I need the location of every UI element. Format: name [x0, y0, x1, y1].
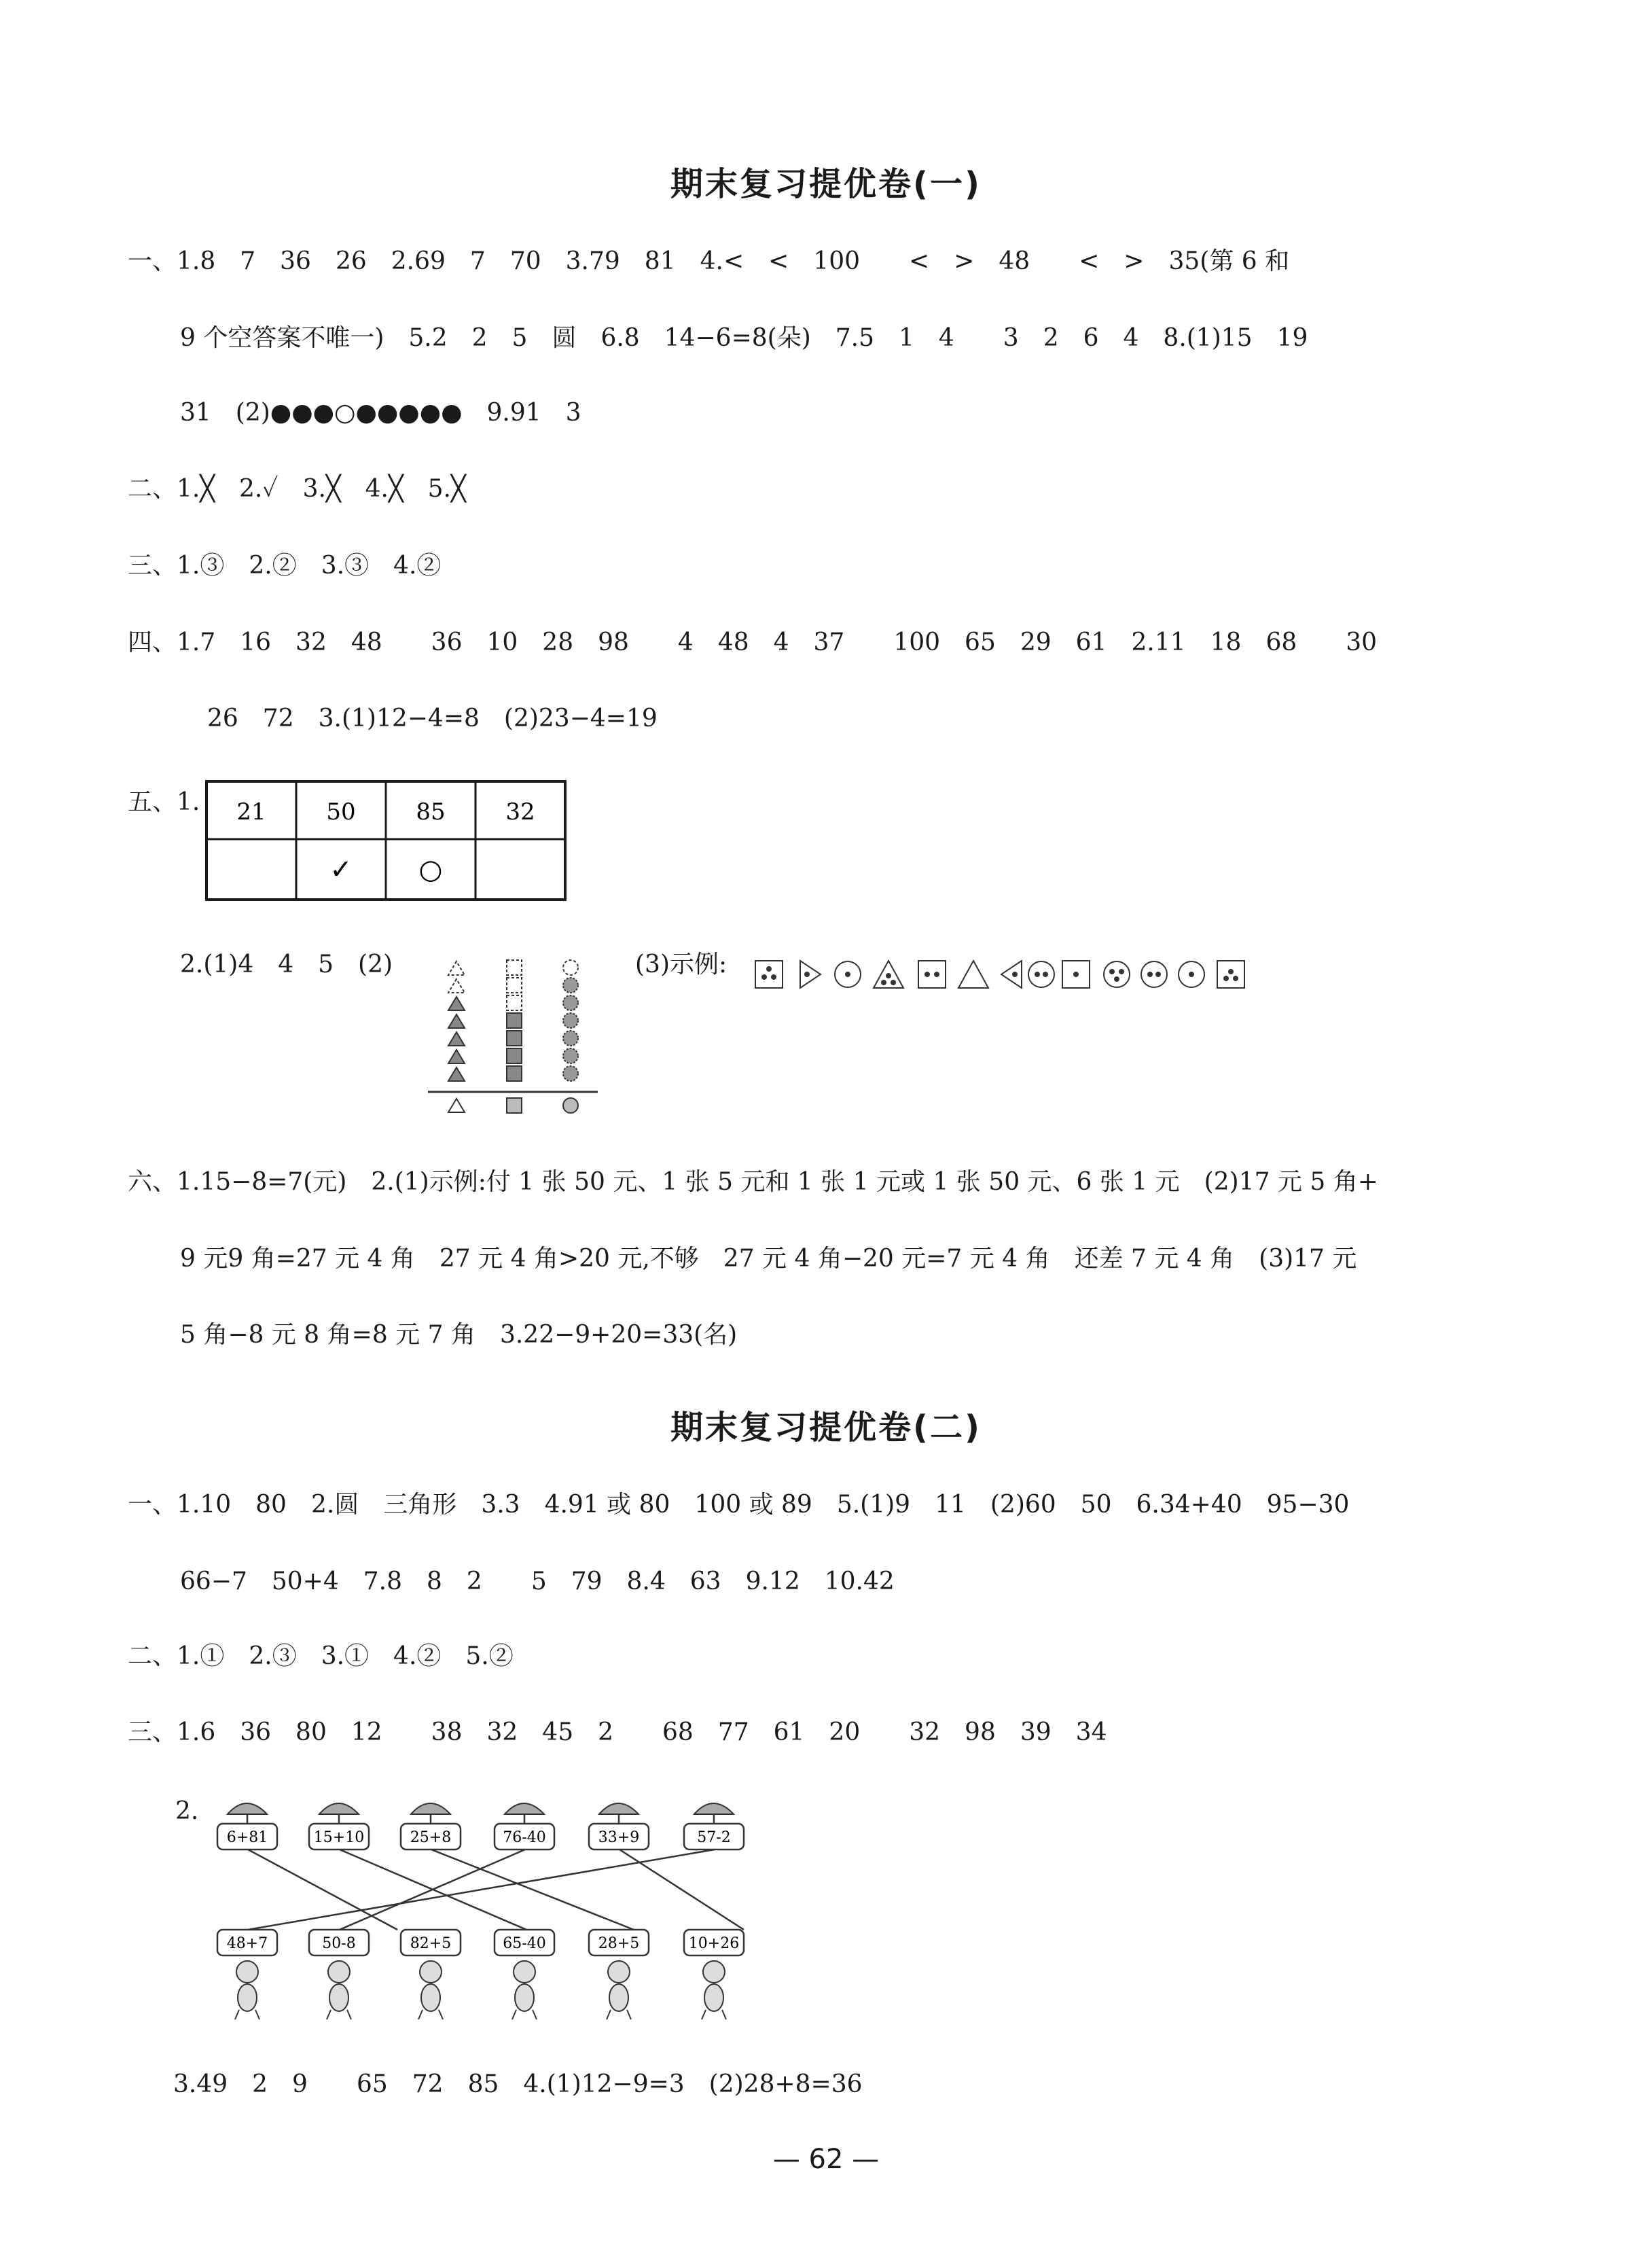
p2-s3-line3: 3.49 2 9 65 72 85 4.(1)12−9=3 (2)28+8=36	[173, 2070, 863, 2098]
umbrella-expr: 6+81	[226, 1829, 268, 1846]
animal-expr: 10+26	[688, 1935, 740, 1952]
shape-count-chart-icon	[428, 948, 605, 1121]
p2-s1-line2: 66−7 50+4 7.8 8 2 5 79 8.4 63 9.12 10.42	[180, 1568, 895, 1595]
animal-expr: 48+7	[226, 1935, 268, 1952]
page-number: — 62 —	[772, 2144, 880, 2175]
p1-s3: 三、1.③ 2.② 3.③ 4.②	[128, 552, 442, 580]
check-mark: ✓	[329, 854, 353, 885]
table-cell: 50	[326, 798, 356, 826]
animal-icon	[512, 1961, 537, 2019]
paper2-title: 期末复习提优卷(二)	[670, 1409, 982, 1447]
umbrella-icon	[319, 1803, 359, 1814]
p1-s5-label: 五、1.	[128, 788, 200, 816]
umbrella-icon	[228, 1803, 267, 1814]
p1-s1-line3: 31 (2)●●●○●●●●● 9.91 3	[180, 399, 581, 427]
p2-s3-line1: 三、1.6 36 80 12 38 32 45 2 68 77 61 20 32 98 39 34	[128, 1718, 1107, 1746]
table-cell: 85	[416, 798, 446, 826]
p1-s5-q2-prefix: 2.(1)4 4 5 (2)	[180, 951, 393, 978]
p1-s5-table	[205, 780, 568, 902]
p2-s1-line1: 一、1.10 80 2.圆 三角形 3.3 4.91 或 80 100 或 89 5.(1)9 11 (2)60 50 6.34+40 95−30	[128, 1491, 1350, 1519]
animal-expr: 50-8	[322, 1935, 356, 1952]
paper1-title: 期末复习提优卷(一)	[670, 165, 982, 203]
shape-sequence-icon	[753, 957, 1296, 993]
circle-mark: ○	[418, 854, 443, 885]
p1-s6-line2: 9 元9 角=27 元 4 角 27 元 4 角>20 元,不够 27 元 4 角−20 元=7 元 4 角 还差 7 元 4 角 (3)17 元	[180, 1245, 1357, 1273]
umbrella-expr: 76-40	[503, 1829, 546, 1846]
p1-s2: 二、1.╳ 2.✓ 3.╳ 4.╳ 5.╳	[128, 475, 466, 503]
matching-diagram	[204, 1794, 761, 2025]
umbrella-expr: 57-2	[697, 1829, 731, 1846]
p2-s3-q2-label: 2.	[175, 1797, 199, 1825]
animal-icon	[702, 1961, 726, 2019]
p1-s4-line1: 四、1.7 16 32 48 36 10 28 98 4 48 4 37 100 65 29 61 2.11 18 68 30	[128, 629, 1378, 656]
animal-expr: 28+5	[598, 1935, 640, 1952]
umbrella-expr: 15+10	[313, 1829, 365, 1846]
umbrella-icon	[694, 1803, 734, 1814]
p1-s1-line2: 9 个空答案不唯一) 5.2 2 5 圆 6.8 14−6=8(朵) 7.5 1 4 3 2 6 4 8.(1)15 19	[180, 324, 1308, 352]
animal-icon	[327, 1961, 351, 2019]
p1-s6-line3: 5 角−8 元 8 角=8 元 7 角 3.22−9+20=33(名)	[180, 1321, 738, 1349]
umbrella-expr: 33+9	[598, 1829, 640, 1846]
animal-icon	[607, 1961, 631, 2019]
table-cell: 32	[505, 798, 535, 826]
animal-icon	[235, 1961, 259, 2019]
umbrella-expr: 25+8	[410, 1829, 452, 1846]
p1-s4-line2: 26 72 3.(1)12−4=8 (2)23−4=19	[207, 705, 658, 732]
umbrella-icon	[599, 1803, 639, 1814]
umbrella-icon	[505, 1803, 544, 1814]
p1-s6-line1: 六、1.15−8=7(元) 2.(1)示例:付 1 张 50 元、1 张 5 元和 1 张 1 元或 1 张 50 元、6 张 1 元 (2)17 元 5 角+	[128, 1168, 1378, 1196]
animal-expr: 82+5	[410, 1935, 452, 1952]
p1-s1-line1: 一、1.8 7 36 26 2.69 7 70 3.79 81 4.< < 100 < > 48 < > 35(第 6 和	[128, 247, 1290, 275]
umbrella-icon	[411, 1803, 450, 1814]
p2-s2: 二、1.① 2.③ 3.① 4.② 5.②	[128, 1642, 514, 1670]
p1-s5-q2-example-label: (3)示例:	[635, 951, 728, 978]
animal-expr: 65-40	[503, 1935, 546, 1952]
table-cell: 21	[236, 798, 266, 826]
animal-icon	[418, 1961, 443, 2019]
